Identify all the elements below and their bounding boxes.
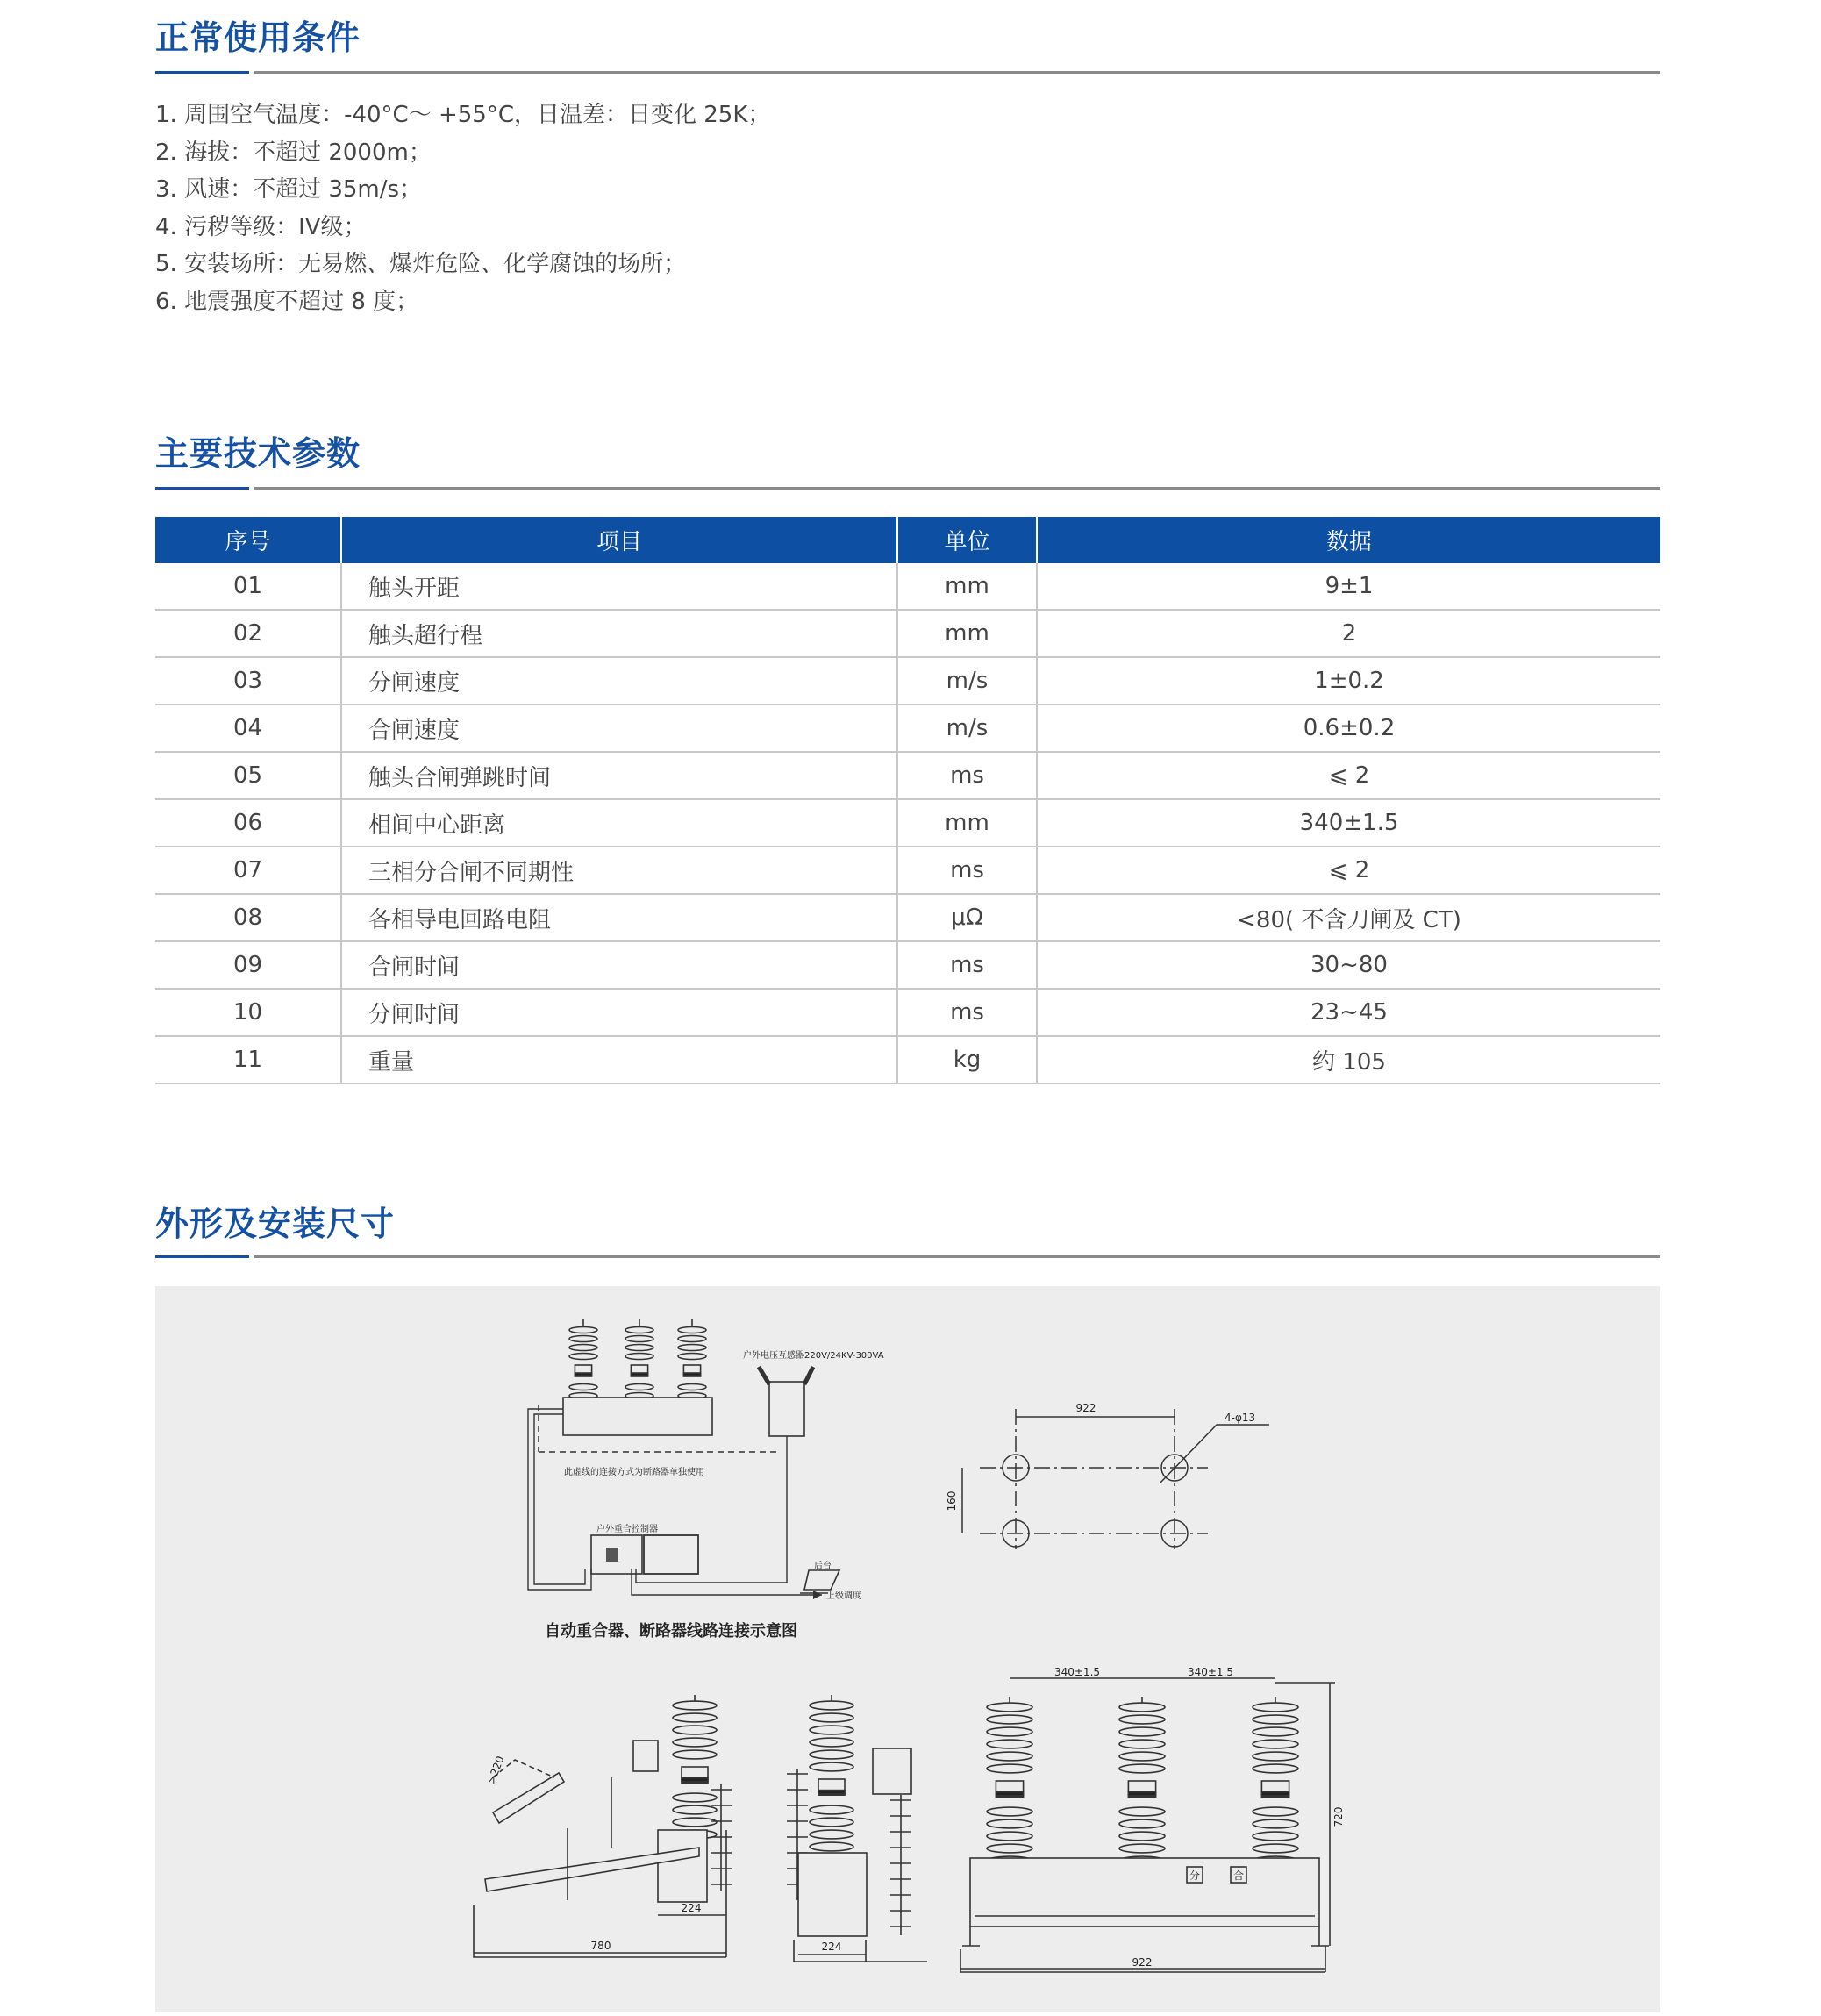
mount-height-label: 160	[946, 1491, 958, 1512]
end-view	[794, 1748, 927, 1962]
insulator-shed	[1119, 1703, 1165, 1712]
cell-item: 重量	[341, 1036, 897, 1083]
insulator-shed	[1119, 1764, 1165, 1773]
column-header: 项目	[341, 517, 897, 563]
insulator-shed	[678, 1384, 706, 1390]
insulator-shed	[678, 1345, 706, 1351]
cell-value: ⩽ 2	[1037, 752, 1660, 799]
breaker-body	[563, 1398, 712, 1435]
column-header: 序号	[155, 517, 341, 563]
insulator-shed	[987, 1703, 1032, 1712]
insulator-shed	[1119, 1832, 1165, 1841]
insulator-shed	[678, 1336, 706, 1342]
insulator-shed	[1253, 1764, 1298, 1773]
insulator-shed	[569, 1345, 597, 1351]
cell-unit: ms	[897, 752, 1037, 799]
table-row	[155, 894, 1660, 941]
cell-index: 09	[155, 941, 341, 989]
table-row	[155, 847, 1660, 894]
insulator-shed	[987, 1819, 1032, 1828]
section-divider	[155, 487, 1660, 490]
insulator-shed	[810, 1805, 853, 1814]
insulator-shed	[625, 1354, 653, 1360]
cell-index: 03	[155, 657, 341, 704]
insulator-shed	[987, 1727, 1032, 1736]
insulator-shed	[673, 1713, 717, 1722]
cell-unit: m/s	[897, 657, 1037, 704]
technical-drawing-svg	[155, 1286, 1660, 2012]
cell-value: 约 105	[1037, 1036, 1660, 1083]
cell-value: <80( 不含刀闸及 CT)	[1037, 894, 1660, 941]
insulator-shed	[810, 1701, 853, 1710]
backend-label: 后台	[814, 1562, 832, 1571]
mount-width-label: 922	[1075, 1402, 1096, 1414]
insulator-shed	[1253, 1727, 1298, 1736]
insulator-band	[818, 1791, 845, 1794]
table-row	[155, 989, 1660, 1036]
insulator-shed	[673, 1793, 717, 1802]
cell-index: 06	[155, 799, 341, 847]
height-label: 720	[1332, 1806, 1345, 1827]
cell-item: 触头超行程	[341, 610, 897, 657]
insulator-shed	[987, 1844, 1032, 1853]
cell-value: 2	[1037, 610, 1660, 657]
insulator-shed	[810, 1762, 853, 1771]
insulator-shed	[1253, 1752, 1298, 1761]
insulator-shed	[1119, 1819, 1165, 1828]
cell-value: 23~45	[1037, 989, 1660, 1036]
section-title-dimensions: 外形及安装尺寸	[155, 1205, 396, 1243]
cell-item: 合闸时间	[341, 941, 897, 989]
insulator-shed	[810, 1750, 853, 1759]
insulator-band	[631, 1373, 647, 1376]
insulator-shed	[1119, 1807, 1165, 1816]
insulator-shed	[673, 1701, 717, 1710]
cell-unit: mm	[897, 563, 1037, 610]
cell-value: 1±0.2	[1037, 657, 1660, 704]
insulator-shed	[810, 1830, 853, 1839]
table-row	[155, 657, 1660, 704]
condition-item: 1. 周围空气温度：-40°C～ +55°C，日温差：日变化 25K；	[155, 102, 771, 128]
pitch-label: 340±1.5	[1053, 1666, 1101, 1678]
insulator-band	[1128, 1792, 1155, 1796]
table-row	[155, 704, 1660, 752]
cell-index: 08	[155, 894, 341, 941]
cell-unit: ms	[897, 941, 1037, 989]
insulator-shed	[1253, 1715, 1298, 1724]
insulator-shed	[1253, 1703, 1298, 1712]
wiring-caption: 自动重合器、断路器线路连接示意图	[545, 1622, 797, 1641]
condition-item: 3. 风速：不超过 35m/s；	[155, 176, 423, 204]
condition-item: 2. 海拔：不超过 2000m；	[155, 139, 432, 166]
table-row	[155, 1036, 1660, 1083]
insulator-shed	[1119, 1844, 1165, 1853]
side-depth-label: 224	[681, 1902, 702, 1914]
cell-unit: ms	[897, 847, 1037, 894]
insulator-shed	[810, 1842, 853, 1851]
insulator-shed	[987, 1715, 1032, 1724]
insulator-band	[996, 1792, 1023, 1796]
insulator-shed	[569, 1384, 597, 1390]
params-table	[155, 517, 1660, 1084]
insulator-shed	[1253, 1844, 1298, 1853]
cell-index: 11	[155, 1036, 341, 1083]
controller-label: 户外重合控制器	[596, 1525, 658, 1534]
table-row	[155, 752, 1660, 799]
cell-unit: μΩ	[897, 894, 1037, 941]
insulator-shed	[1119, 1740, 1165, 1748]
insulator-shed	[1253, 1819, 1298, 1828]
cell-index: 04	[155, 704, 341, 752]
insulator-shed	[810, 1713, 853, 1722]
section-title-params: 主要技术参数	[155, 434, 361, 473]
insulator-shed	[1119, 1715, 1165, 1724]
close-indicator: 合	[1232, 1869, 1245, 1882]
cell-index: 01	[155, 563, 341, 610]
table-row	[155, 610, 1660, 657]
cell-item: 触头开距	[341, 563, 897, 610]
insulator-shed	[987, 1807, 1032, 1816]
table-header-row	[155, 517, 1660, 563]
insulator-band	[575, 1373, 591, 1376]
cell-value: 9±1	[1037, 563, 1660, 610]
column-header: 单位	[897, 517, 1037, 563]
insulator-band	[682, 1778, 708, 1782]
cell-value: 340±1.5	[1037, 799, 1660, 847]
pt-label: 户外电压互感器220V/24KV-300VA	[743, 1351, 884, 1361]
side-angle-label: >220	[485, 1754, 507, 1786]
cell-index: 02	[155, 610, 341, 657]
insulator-shed	[1119, 1727, 1165, 1736]
insulator-shed	[810, 1818, 853, 1827]
arrow-icon	[813, 1591, 822, 1599]
cell-value: 0.6±0.2	[1037, 704, 1660, 752]
insulator-shed	[987, 1764, 1032, 1773]
width-label: 922	[1132, 1956, 1153, 1969]
insulator-shed	[678, 1354, 706, 1360]
end-depth-label: 224	[821, 1941, 842, 1953]
insulator-shed	[987, 1740, 1032, 1748]
cell-index: 05	[155, 752, 341, 799]
cell-item: 相间中心距离	[341, 799, 897, 847]
insulator-shed	[1253, 1807, 1298, 1816]
cell-unit: mm	[897, 610, 1037, 657]
cell-index: 07	[155, 847, 341, 894]
column-header: 数据	[1037, 517, 1660, 563]
insulator-shed	[625, 1384, 653, 1390]
conditions-list	[155, 97, 770, 321]
dimension-drawing	[155, 1286, 1660, 2012]
insulator-shed	[569, 1336, 597, 1342]
mounting-hole-diagram	[946, 1402, 1269, 1549]
pt-box	[769, 1382, 804, 1436]
section-divider	[155, 1255, 1660, 1258]
side-overall-label: 780	[590, 1940, 611, 1952]
pitch-label: 340±1.5	[1187, 1666, 1234, 1678]
cell-item: 各相导电回路电阻	[341, 894, 897, 941]
cell-item: 合闸速度	[341, 704, 897, 752]
condition-item: 6. 地震强度不超过 8 度；	[155, 288, 419, 315]
insulator-shed	[625, 1336, 653, 1342]
insulator-shed	[1253, 1832, 1298, 1841]
controller-display	[606, 1548, 618, 1562]
dashed-note: 此虚线的连接方式为断路器单独使用	[564, 1468, 704, 1477]
cell-unit: ms	[897, 989, 1037, 1036]
cell-item: 触头合闸弹跳时间	[341, 752, 897, 799]
cell-value: ⩽ 2	[1037, 847, 1660, 894]
wire	[528, 1409, 822, 1595]
cell-item: 分闸速度	[341, 657, 897, 704]
cell-index: 10	[155, 989, 341, 1036]
insulator-band	[1261, 1792, 1289, 1796]
insulator-shed	[987, 1752, 1032, 1761]
cell-value: 30~80	[1037, 941, 1660, 989]
insulator-band	[683, 1373, 700, 1376]
cell-unit: mm	[897, 799, 1037, 847]
insulator-shed	[569, 1327, 597, 1333]
cell-unit: kg	[897, 1036, 1037, 1083]
insulator-shed	[1253, 1740, 1298, 1748]
insulator-shed	[625, 1345, 653, 1351]
section-divider	[155, 71, 1660, 74]
insulator-shed	[673, 1750, 717, 1759]
upstream-label: 上级调度	[826, 1591, 861, 1601]
insulator-shed	[810, 1726, 853, 1734]
cell-item: 分闸时间	[341, 989, 897, 1036]
table-row	[155, 799, 1660, 847]
hole-spec-label: 4-φ13	[1225, 1412, 1256, 1424]
insulator-shed	[673, 1738, 717, 1747]
condition-item: 5. 安装场所：无易燃、爆炸危险、化学腐蚀的场所；	[155, 251, 687, 278]
insulator-shed	[1119, 1752, 1165, 1761]
table-row	[155, 563, 1660, 610]
insulator-shed	[673, 1805, 717, 1814]
open-indicator: 分	[1189, 1869, 1201, 1882]
controller-cover	[644, 1535, 698, 1574]
insulator-shed	[673, 1818, 717, 1827]
insulator-shed	[678, 1327, 706, 1333]
insulator-shed	[625, 1327, 653, 1333]
table-row	[155, 941, 1660, 989]
condition-item: 4. 污秽等级：IV级；	[155, 213, 367, 240]
cell-unit: m/s	[897, 704, 1037, 752]
laptop-icon	[800, 1570, 839, 1593]
insulator-shed	[987, 1832, 1032, 1841]
insulator-shed	[673, 1726, 717, 1734]
insulator-shed	[810, 1738, 853, 1747]
insulator-shed	[569, 1354, 597, 1360]
section-title-conditions: 正常使用条件	[155, 18, 361, 57]
cell-item: 三相分合闸不同期性	[341, 847, 897, 894]
